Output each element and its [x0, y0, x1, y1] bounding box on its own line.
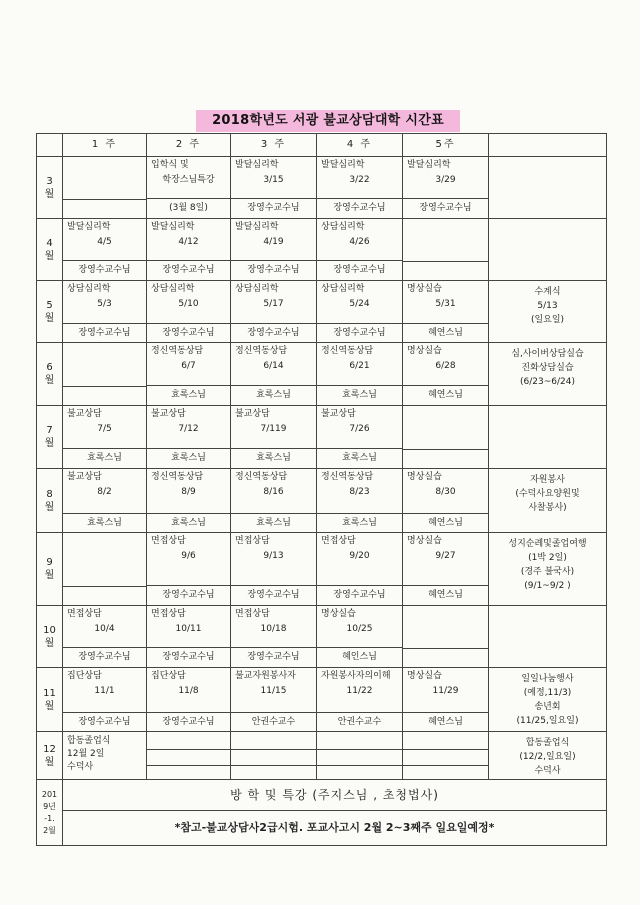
schedule-cell: 불교상담 8/2 효록스님 [63, 469, 147, 533]
schedule-cell: 상담심리학 5/17 장영수교수님 [231, 281, 317, 343]
side-note: 일일나눔행사 (예정,11/3) 송년회 (11/25,일요일) [489, 668, 607, 732]
side-note [489, 406, 607, 469]
month-label: 9 월 [37, 533, 63, 606]
row-may [37, 281, 607, 343]
side-note: 성지순례및졸업여행 (1박 2일) (경주 불국사) (9/1~9/2 ) [489, 533, 607, 606]
schedule-cell: 명상실습 10/25 혜인스님 [317, 606, 403, 668]
schedule-cell: 불교상담 7/5 효록스님 [63, 406, 147, 469]
page-title: 2018학년도 서광 불교상담대학 시간표 [196, 110, 460, 132]
month-label: 201 9년 -1. 2월 [37, 780, 63, 846]
corner-cell [37, 134, 63, 157]
month-label: 5 월 [37, 281, 63, 343]
row-november [37, 668, 607, 732]
week-header: 2 주 [147, 134, 231, 157]
month-label: 11 월 [37, 668, 63, 732]
schedule-cell: 발달심리학 3/15 장영수교수님 [231, 157, 317, 219]
row-july [37, 406, 607, 469]
side-note [489, 157, 607, 219]
row-august [37, 469, 607, 533]
row-december [37, 732, 607, 780]
exam-note: *참고-불교상담사2급시험. 포교사고시 2월 2~3째주 일요일예정* [63, 811, 607, 846]
schedule-cell: 정신역동상담 8/9 효록스님 [147, 469, 231, 533]
week-header: 3 주 [231, 134, 317, 157]
row-october [37, 606, 607, 668]
schedule-cell [63, 343, 147, 406]
schedule-cell [403, 606, 489, 668]
schedule-cell: 발달심리학 4/5 장영수교수님 [63, 219, 147, 281]
month-label: 12 월 [37, 732, 63, 780]
row-note [37, 811, 607, 846]
schedule-cell: 명상실습 8/30 혜연스님 [403, 469, 489, 533]
vacation-text: 방 학 및 특강 (주지스님 , 초청법사) [63, 780, 607, 811]
schedule-cell: 면접상담 10/18 장영수교수님 [231, 606, 317, 668]
row-june [37, 343, 607, 406]
row-vacation [37, 780, 607, 811]
schedule-cell: 면접상담 10/11 장영수교수님 [147, 606, 231, 668]
schedule-cell: 정신역동상담 6/14 효록스님 [231, 343, 317, 406]
schedule-cell [317, 732, 403, 780]
month-label: 3 월 [37, 157, 63, 219]
schedule-cell [63, 533, 147, 606]
schedule-cell: 면접상담 9/20 장영수교수님 [317, 533, 403, 606]
schedule-cell [403, 732, 489, 780]
side-note [489, 606, 607, 668]
row-april [37, 219, 607, 281]
month-label: 8 월 [37, 469, 63, 533]
schedule-cell: 발달심리학 3/29 장영수교수님 [403, 157, 489, 219]
month-label: 6 월 [37, 343, 63, 406]
month-label: 7 월 [37, 406, 63, 469]
week-header: 4 주 [317, 134, 403, 157]
schedule-cell: 발달심리학 4/12 장영수교수님 [147, 219, 231, 281]
header-row [37, 134, 607, 157]
schedule-cell: 집단상담 11/8 장영수교수님 [147, 668, 231, 732]
schedule-cell: 상담심리학 5/10 장영수교수님 [147, 281, 231, 343]
schedule-cell: 면접상담 10/4 장영수교수님 [63, 606, 147, 668]
side-note [489, 219, 607, 281]
side-header [489, 134, 607, 157]
side-note: 수계식 5/13 (일요일) [489, 281, 607, 343]
schedule-cell [147, 732, 231, 780]
schedule-cell [231, 732, 317, 780]
row-march [37, 157, 607, 219]
schedule-cell: 명상실습 5/31 혜연스님 [403, 281, 489, 343]
schedule-cell: 합동졸업식 12월 2일 수덕사 [63, 732, 147, 780]
side-note: 심,사이버상담실습 진화상담실습 (6/23~6/24) [489, 343, 607, 406]
week-header: 5주 [403, 134, 489, 157]
schedule-cell: 불교상담 7/26 효록스님 [317, 406, 403, 469]
schedule-cell: 상담심리학 5/24 장영수교수님 [317, 281, 403, 343]
schedule-cell: 면접상담 9/6 장영수교수님 [147, 533, 231, 606]
schedule-cell [403, 406, 489, 469]
schedule-cell: 면접상담 9/13 장영수교수님 [231, 533, 317, 606]
schedule-cell: 자원봉사자의이해 11/22 안권수교수 [317, 668, 403, 732]
schedule-cell: 상담심리학 5/3 장영수교수님 [63, 281, 147, 343]
schedule-cell [403, 219, 489, 281]
schedule-cell: 입학식 및 학장스님특강 (3월 8일) [147, 157, 231, 219]
schedule-cell [63, 157, 147, 219]
schedule-cell: 불교상담 7/119 효록스님 [231, 406, 317, 469]
month-label: 10 월 [37, 606, 63, 668]
row-september [37, 533, 607, 606]
schedule-cell: 명상실습 9/27 혜연스님 [403, 533, 489, 606]
schedule-cell: 정신역동상담 8/16 효록스님 [231, 469, 317, 533]
schedule-cell: 정신역동상담 8/23 효록스님 [317, 469, 403, 533]
side-note: 자원봉사 (수덕사요양원및 사찰봉사) [489, 469, 607, 533]
side-note: 합동졸업식 (12/2,일요일) 수덕사 [489, 732, 607, 780]
schedule-cell: 불교상담 7/12 효록스님 [147, 406, 231, 469]
schedule-cell: 명상실습 11/29 혜연스님 [403, 668, 489, 732]
schedule-table [36, 133, 607, 846]
schedule-cell: 정신역동상담 6/21 효록스님 [317, 343, 403, 406]
schedule-cell: 명상실습 6/28 혜연스님 [403, 343, 489, 406]
week-header: 1 주 [63, 134, 147, 157]
schedule-cell: 집단상담 11/1 장영수교수님 [63, 668, 147, 732]
schedule-cell: 발달심리학 4/19 장영수교수님 [231, 219, 317, 281]
schedule-cell: 상담심리학 4/26 장영수교수님 [317, 219, 403, 281]
schedule-cell: 불교자원봉사자 11/15 안권수교수 [231, 668, 317, 732]
schedule-cell: 발달심리학 3/22 장영수교수님 [317, 157, 403, 219]
schedule-cell: 정신역동상담 6/7 효록스님 [147, 343, 231, 406]
month-label: 4 월 [37, 219, 63, 281]
